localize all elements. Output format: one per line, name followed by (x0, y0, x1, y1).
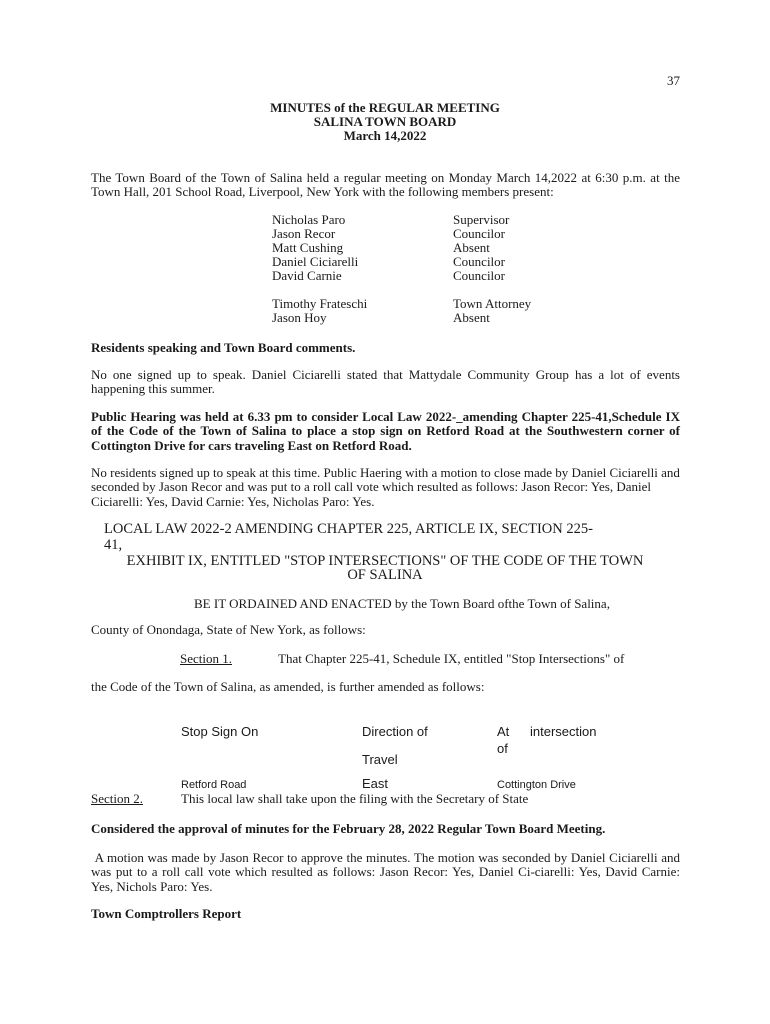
member-name: Nicholas Paro (272, 212, 346, 227)
ordained-line1: BE IT ORDAINED AND ENACTED by the Town Board ofthe Town of Salina, (194, 596, 610, 611)
hearing-heading: Public Hearing was held at 6.33 pm to consider Local Law 2022-_amending Chapter 225-41,Schedule IX of the Code of the Town of Salina to place a stop sign on Retford Road at the Southwestern corner of Cottington Drive for cars traveling East on Retford Road. (91, 409, 680, 453)
other-role: Absent (453, 310, 490, 325)
minutes-heading: Considered the approval of minutes for the February 28, 2022 Regular Town Board Meeting. (91, 821, 606, 836)
table-header-intersection: intersection (530, 724, 597, 739)
member-name: Jason Recor (272, 226, 336, 241)
table-header-of: of (497, 741, 508, 756)
other-name: Jason Hoy (272, 310, 327, 325)
table-cell-direction: East (362, 776, 389, 791)
table-header-direction-travel: Travel (362, 752, 398, 767)
table-cell-road: Retford Road (181, 779, 247, 791)
local-law-title-line3: EXHIBIT IX, ENTITLED "STOP INTERSECTIONS" OF THE CODE OF THE TOWN (126, 553, 644, 569)
member-role: Councilor (453, 254, 505, 269)
ordained-line2: County of Onondaga, State of New York, as follows: (91, 622, 366, 637)
local-law-title-line2: 41, (104, 537, 123, 553)
member-role: Councilor (453, 226, 505, 241)
member-role: Absent (453, 240, 490, 255)
residents-heading: Residents speaking and Town Board comments. (91, 340, 356, 355)
minutes-body: A motion was made by Jason Recor to approve the minutes. The motion was seconded by Daniel Ciciarelli and was put to a roll call vote which resulted as follows: Jason Recor: Yes, Daniel Ci-ciarelli: Yes, David Carnie: Yes, Nichols Paro: Yes. (91, 850, 684, 894)
residents-body: No one signed up to speak. Daniel Ciciarelli stated that Mattydale Community Group has a lot of events happening this summer. (91, 367, 680, 397)
section1-text: That Chapter 225-41, Schedule IX, entitled "Stop Intersections" of (278, 651, 625, 666)
header-date: March 14,2022 (343, 128, 427, 143)
other-role: Town Attorney (453, 296, 532, 311)
member-name: Matt Cushing (272, 240, 344, 255)
header-board: SALINA TOWN BOARD (313, 114, 457, 129)
other-name: Timothy Frateschi (272, 296, 368, 311)
intro-paragraph: The Town Board of the Town of Salina held a regular meeting on Monday March 14,2022 at 6:30 p.m. at the Town Hall, 201 School Road, Liverpool, New York with the following members present: (91, 170, 680, 200)
section2-label: Section 2. (91, 791, 143, 806)
hearing-body: No residents signed up to speak at this time. Public Haering with a motion to close made by Daniel Ciciarelli and seconded by Jason Recor and was put to a roll call vote which resulted as follows: Jason Recor: Yes, Daniel Ciciarelli: Yes, David Carnie: Yes, Nicholas Paro: Yes. (91, 465, 680, 509)
table-header-at: At (497, 724, 510, 739)
member-name: Daniel Ciciarelli (272, 254, 359, 269)
section1-label: Section 1. (180, 651, 232, 666)
member-name: David Carnie (272, 268, 342, 283)
table-cell-intersection: Cottington Drive (497, 779, 576, 791)
table-header-direction: Direction of (362, 724, 428, 739)
comptroller-heading: Town Comptrollers Report (91, 906, 242, 921)
section2-text: This local law shall take upon the filing with the Secretary of State (181, 791, 529, 806)
header-title: MINUTES of the REGULAR MEETING (270, 100, 500, 115)
member-role: Councilor (453, 268, 505, 283)
member-role: Supervisor (453, 212, 510, 227)
local-law-title-line4: OF SALINA (347, 567, 423, 583)
page-number: 37 (667, 73, 680, 88)
local-law-title-line1: LOCAL LAW 2022-2 AMENDING CHAPTER 225, ARTICLE IX, SECTION 225- (104, 521, 593, 537)
table-header-stop-sign: Stop Sign On (181, 724, 259, 739)
section1-text-cont: the Code of the Town of Salina, as amended, is further amended as follows: (91, 679, 485, 694)
